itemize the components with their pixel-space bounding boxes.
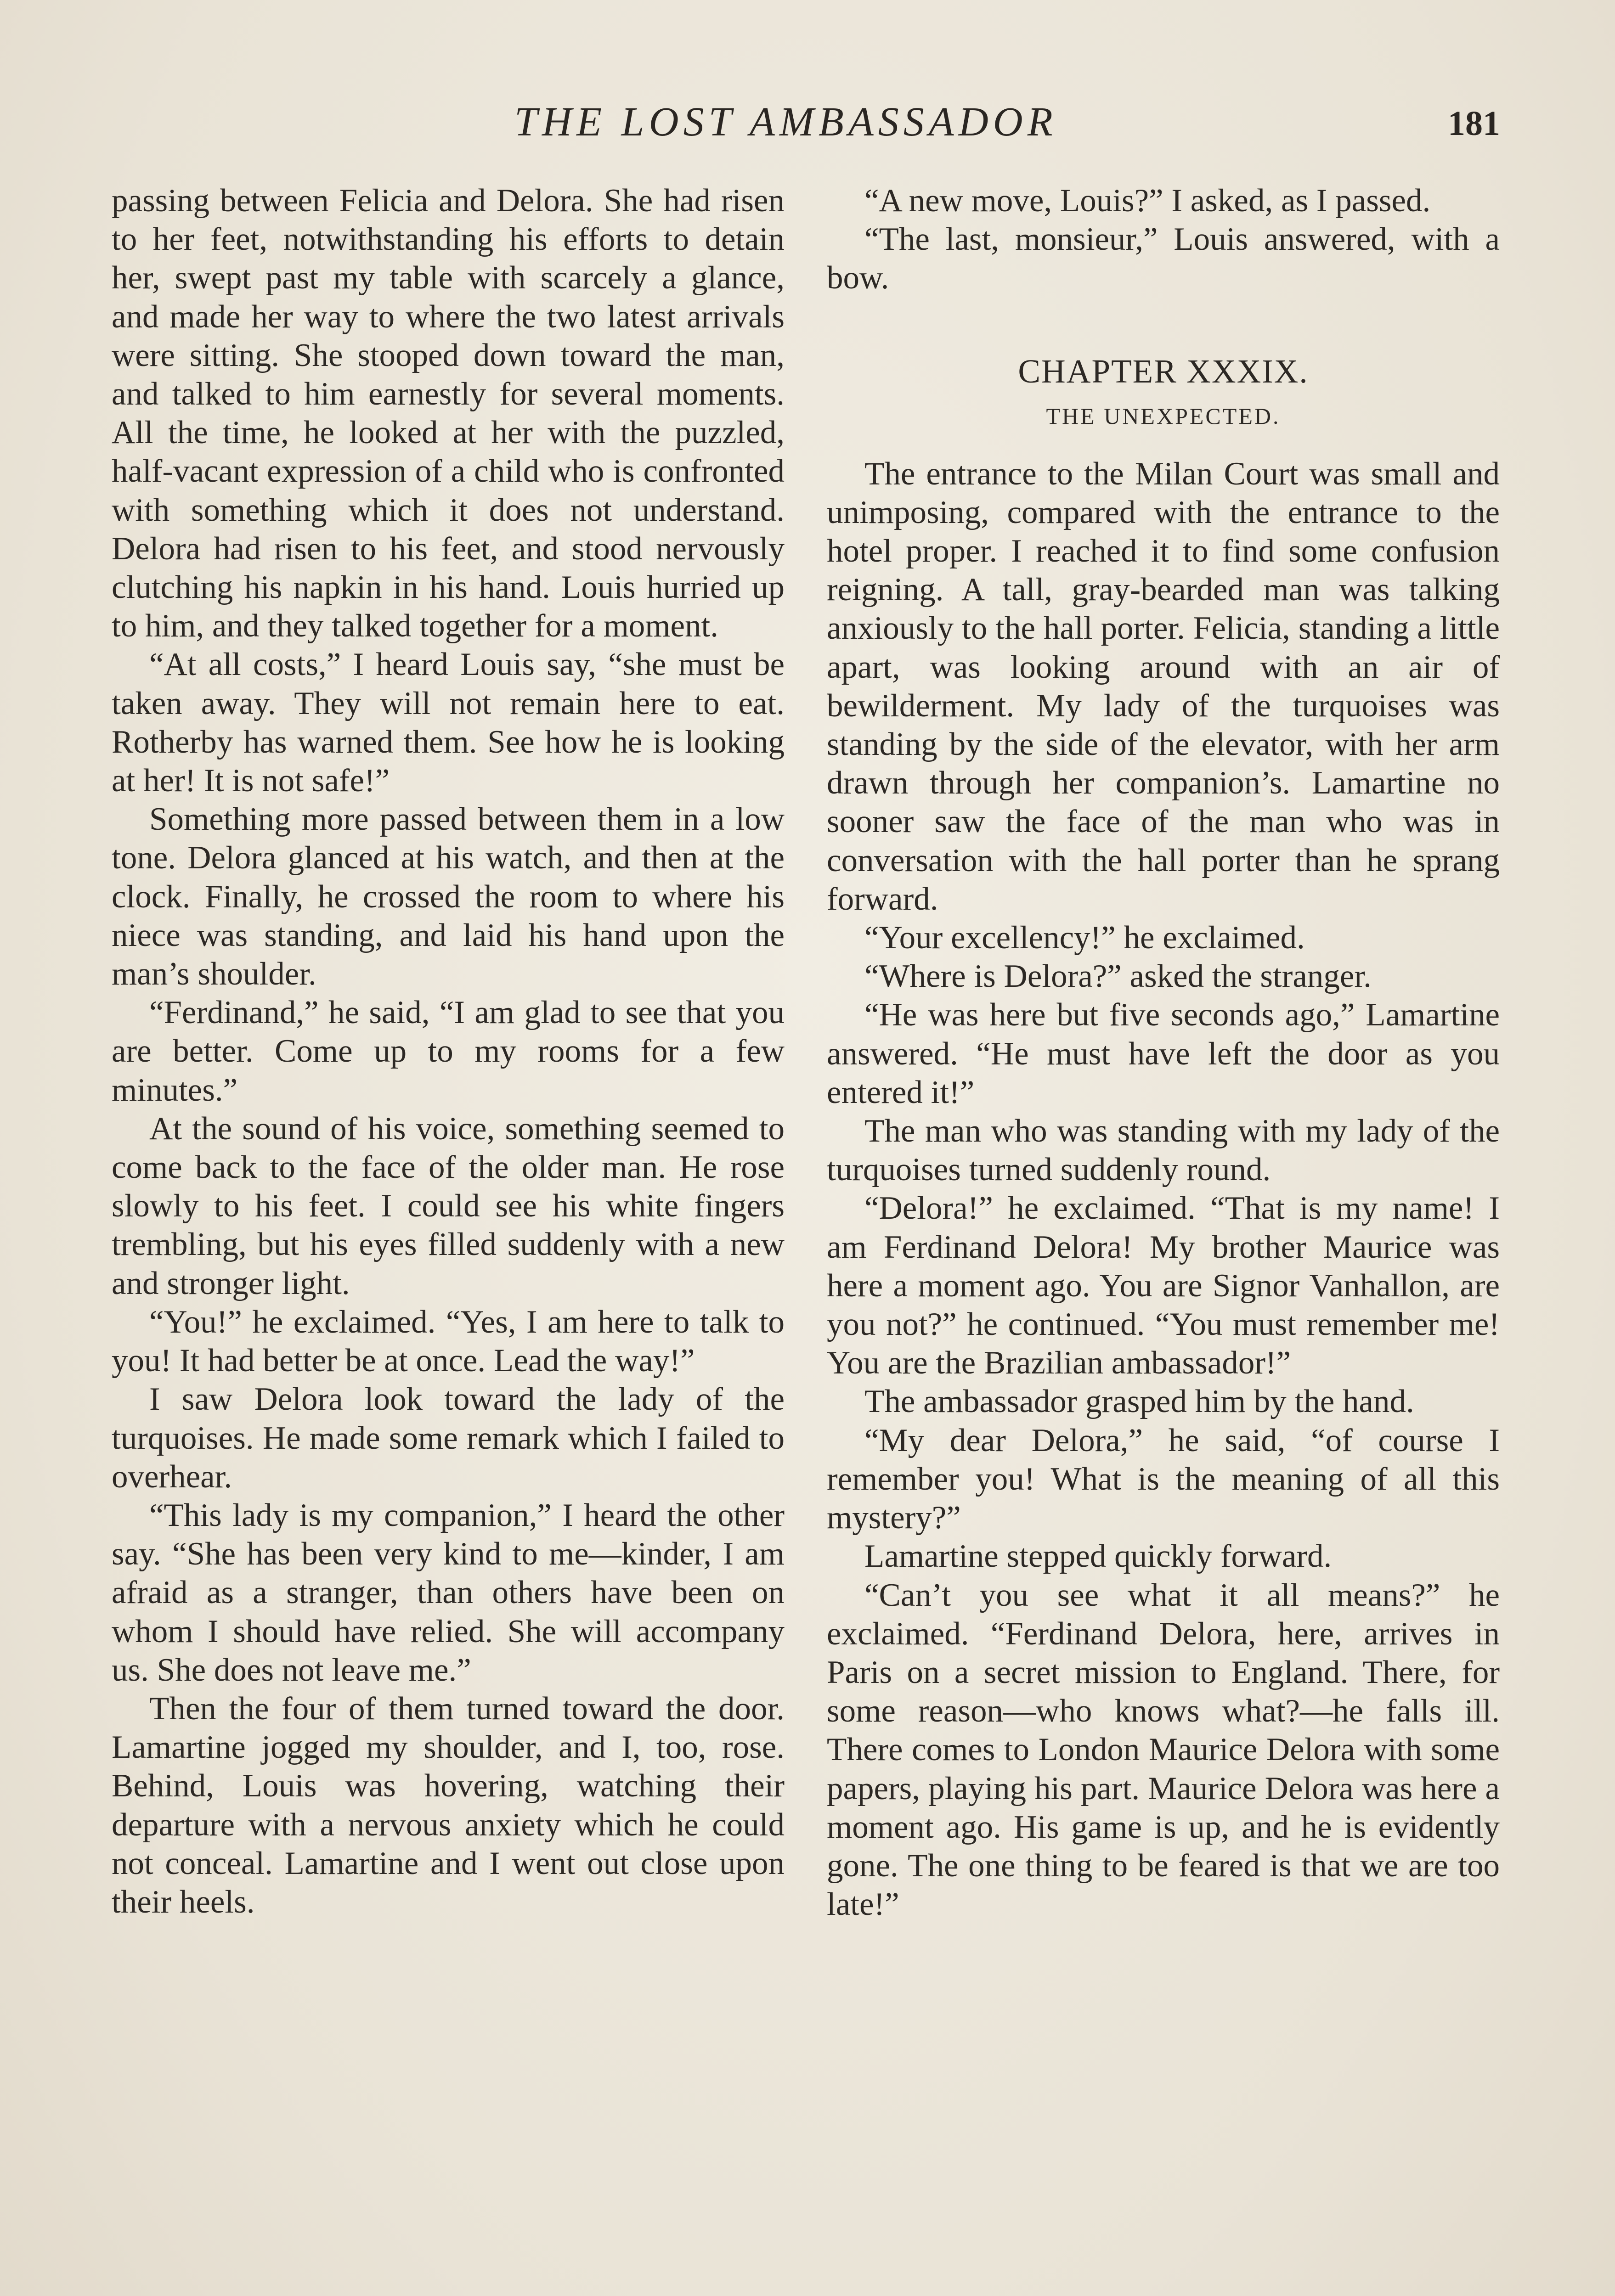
- paragraph: “Ferdinand,” he said, “I am glad to see that you are better. Come up to my rooms for a few minutes.”: [112, 995, 785, 1108]
- paragraph: Then the four of them turned toward the door. Lamartine jogged my shoulder, and I, too, rose. Behind, Louis was hovering, watching their departure with a nervous anxiety which he could not conceal. Lamartine and I went out close upon their heels.: [112, 1690, 785, 1920]
- page-number: 181: [1448, 104, 1500, 143]
- running-title: THE LOST AMBASSADOR: [514, 99, 1057, 145]
- paragraph: “Your excellency!” he exclaimed.: [864, 920, 1305, 956]
- chapter-subtitle: THE UNEXPECTED.: [1046, 403, 1281, 429]
- paragraph: “My dear Delora,” he said, “of course I remember you! What is the meaning of all this mystery?”: [827, 1422, 1500, 1536]
- paragraph: “Where is Delora?” asked the stranger.: [864, 958, 1372, 995]
- page-header: [0, 90, 1615, 159]
- paragraph: “He was here but five seconds ago,” Lamartine answered. “He must have left the door as you entered it!”: [827, 997, 1500, 1110]
- left-column: [112, 181, 785, 1921]
- paragraph: The man who was standing with my lady of the turquoises turned suddenly round.: [827, 1113, 1500, 1188]
- right-column: [827, 181, 1500, 1924]
- paragraph: “Delora!” he exclaimed. “That is my name! I am Ferdinand Delora! My brother Maurice was here a moment ago. You are Signor Vanhallon, are you not?” he continued. “You must remember me! You are the Brazilian ambassador!”: [827, 1190, 1500, 1381]
- paragraph: I saw Delora look toward the lady of the turquoises. He made some remark which I failed to overhear.: [112, 1381, 785, 1495]
- paragraph: The entrance to the Milan Court was small and unimposing, compared with the entrance to the hotel proper. I reached it to find some confusion reigning. A tall, gray-bearded man was talking anxiously to the hall porter. Felicia, standing a little apart, was looking around with an air of bewilderment. My lady of the turquoises was standing by the side of the elevator, with her arm drawn through her companion’s. Lamartine no sooner saw the face of the man who was in conversation with the hall porter than he sprang forward.: [827, 456, 1500, 917]
- paragraph: “A new move, Louis?” I asked, as I passed.: [864, 183, 1431, 219]
- paragraph: “The last, monsieur,” Louis answered, with a bow.: [827, 221, 1500, 296]
- paragraph: “Can’t you see what it all means?” he exclaimed. “Ferdinand Delora, here, arrives in Paris on a secret mission to England. There, for some reason—who knows what?—he falls ill. There comes to London Maurice Delora with some papers, playing his part. Maurice Delora was here a moment ago. His game is up, and he is evidently gone. The one thing to be feared is that we are too late!”: [827, 1577, 1500, 1923]
- paragraph: At the sound of his voice, something seemed to come back to the face of the older man. He rose slowly to his feet. I could see his white fingers trembling, but his eyes filled suddenly with a new and stronger light.: [112, 1110, 785, 1301]
- paragraph: Something more passed between them in a low tone. Delora glanced at his watch, and then at the clock. Finally, he crossed the room to where his niece was standing, and laid his hand upon the man’s shoulder.: [112, 801, 785, 992]
- paragraph: passing between Felicia and Delora. She had risen to her feet, notwithstanding his efforts to detain her, swept past my table with scarcely a glance, and made her way to where the two latest arrivals were sitting. She stooped down toward the man, and talked to him earnestly for several moments. All the time, he looked at her with the puzzled, half-vacant expression of a child who is confronted with something which it does not understand. Delora had risen to his feet, and stood nervously clutching his napkin in his hand. Louis hurried up to him, and they talked together for a moment.: [112, 183, 785, 644]
- paragraph: Lamartine stepped quickly forward.: [864, 1538, 1332, 1575]
- paragraph: “This lady is my companion,” I heard the other say. “She has been very kind to me—kinder, I am afraid as a stranger, than others have been on whom I should have relied. She will accompany us. She does not leave me.”: [112, 1497, 785, 1688]
- paragraph: “At all costs,” I heard Louis say, “she must be taken away. They will not remain here to eat. Rotherby has warned them. See how he is looking at her! It is not safe!”: [112, 647, 785, 799]
- chapter-title: CHAPTER XXXIX.: [1018, 352, 1309, 390]
- paragraph: “You!” he exclaimed. “Yes, I am here to talk to you! It had better be at once. Lead the way!”: [112, 1304, 785, 1379]
- paragraph: The ambassador grasped him by the hand.: [864, 1384, 1414, 1420]
